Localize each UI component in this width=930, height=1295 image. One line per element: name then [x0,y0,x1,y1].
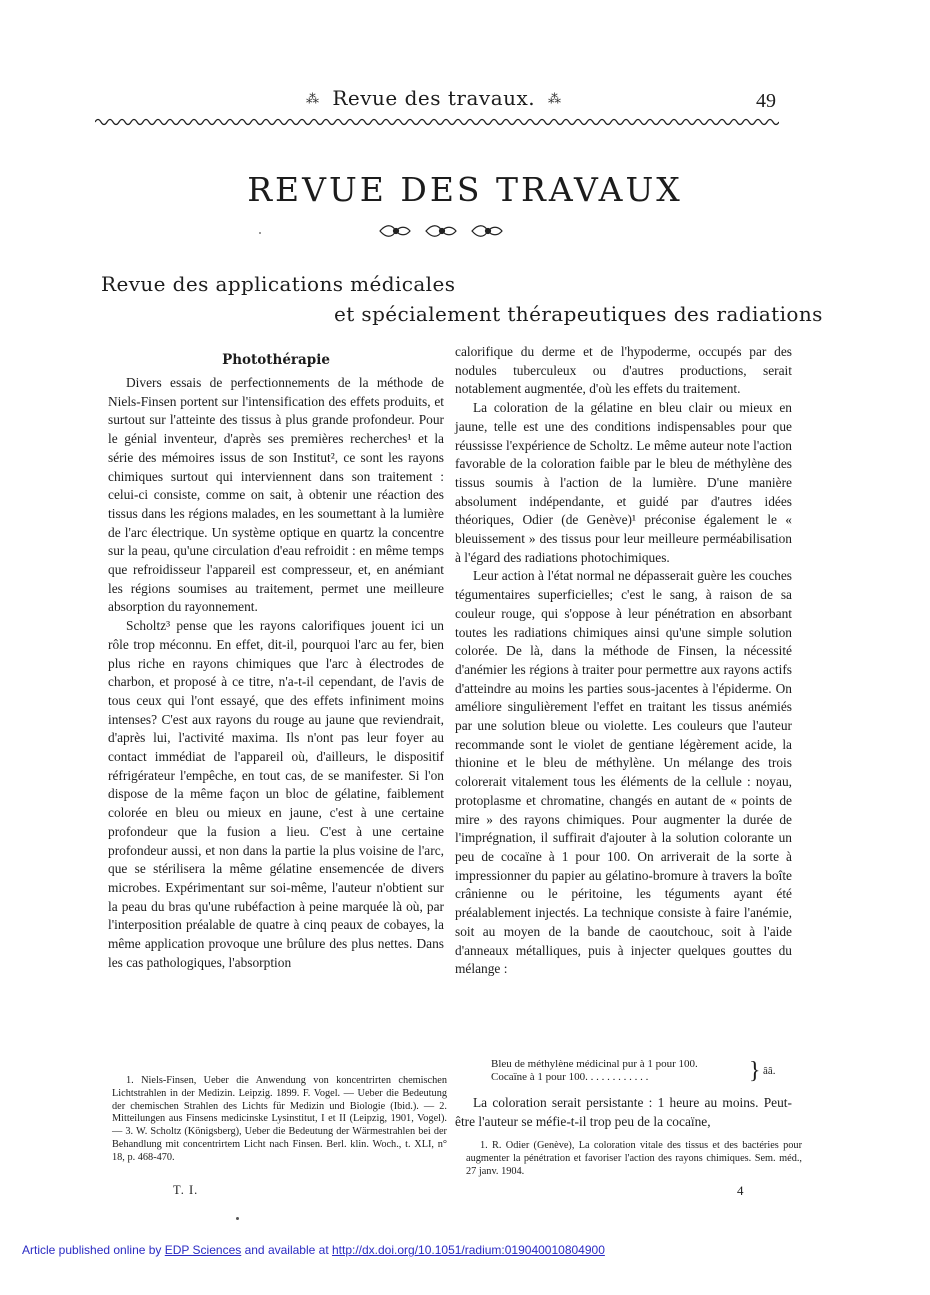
running-title: Revue des travaux. [332,86,536,110]
section-heading: Photothérapie [222,352,330,368]
paragraph: calorifique du derme et de l'hypoderme, occupés par des nodules tuberculeux ou d'autres productions, serait notablement augmentée, d'où les effets du traitement. [455,344,792,397]
paragraph: Leur action à l'état normal ne dépasserait guère les couches tégumentaires superficielles; c'est le sang, à raison de sa couleur rouge, qui s'oppose à leur pénétration en absorbant toutes les radiations chimiques ainsi qu'une simple solution colorée. De là, dans la méthode de Finsen, la nécessité d'anémier les régions à traiter pour permettre aux rayons actifs d'atteindre au moins les parties sous-jacentes à l'épiderme. On améliore singulièrement l'effet en traitant les tissus anémiés par une solution bleue ou violette. Les couleurs que l'auteur recommande sont le violet de gentiane légèrement acide, la thionine et le bleu de méthylène. Un mélange des trois colorerait vitalement tous les éléments de la cellule : noyau, protoplasme et chromatine, changés en autant de « points de mire » des rayons chimiques. Pour augmenter la durée de l'imprégnation, il suffirait d'ajouter à la solution colorante un peu de cocaïne à 1 pour 100. On arriverait de la sorte à impressionner du papier au gélatino-bromure à travers la boîte crânienne ou le péritoine, les téguments ayant été préalablement injectés. La technique consiste à faire l'anémie, soit au moyen de la bande de caoutchouc, soit à l'aide d'anneaux métalliques, puis à injecter quelques gouttes du mélange : [455,568,792,977]
publisher-link[interactable]: EDP Sciences [164,1243,242,1257]
paragraph: La coloration de la gélatine en bleu clair ou mieux en jaune, telle est une des conditions indispensables pour que réussisse l'expérience de Scholtz. Le même auteur note l'action favorable de la coloration faible par le bleu de méthylène des tissus soumis à l'action de la lumière. D'une manière absolument indépendante, et guidé par d'autres idées théoriques, Odier (de Genève)¹ préconise également le « bleuissement » des tissus pour leur meilleure perméabilisation à l'égard des radiations photochimiques. [455,400,792,565]
running-head [300,86,568,110]
page-number: 49 [756,90,776,112]
page-title: REVUE DES TRAVAUX [247,170,683,209]
ornament-left-icon: ⁂ [306,92,320,107]
footer-middle: and available at [241,1243,332,1257]
subtitle-line-1: Revue des applications médicales [101,272,456,296]
brace-icon: } [749,1058,761,1084]
paragraph: Divers essais de perfectionnements de la méthode de Niels-Finsen portent sur l'intensification des effets produits, et surtout sur l'atteinte des tissus à plus grande profondeur. Pour le génial inventeur, d'après ses premières recherches¹ et la série des mémoires issus de son Institut², ce sont les rayons chimiques surtout qui interviennent dans son traitement : celui-ci consiste, comme on sait, à obtenir une réaction des tissus dans les régions malades, en les soumettant à la lumière de l'arc électrique. Un système optique en quartz la concentre sur la peau, qu'une circulation d'eau refroidit : en même temps que refroidisseur l'appareil est compresseur, et, en anémiant les régions soumises au traitement, permet une meilleure absorption du rayonnement. [108,375,444,615]
footer-prefix: Article published online by [22,1243,165,1257]
wavy-rule [95,116,779,128]
footnotes-left: 1. Niels-Finsen, Ueber die Anwendung von koncentrirten chemischen Lichtstrahlen in der Medizin. Leipzig. 1899. F. Vogel. — Ueber die Bedeutung der chemischen Strahlen des Lichts für Medizin und Biologie (Ibid.). — 2. Mitteilungen aus Finsens medicinske Lysinstitut, I et II (Leipzig, 1901, Vogel). — 3. W. Scholtz (Königsberg), Ueber die Bedeutung der Wärmestrahlen bei der Behandlung mit concentrirtem Licht nach Finsen. Berl. klin. Woch., t. XLI, n° 18, p. 468-470. [112,1075,447,1163]
publisher-footer [22,1243,605,1257]
formula-line-1: Bleu de méthylène médicinal pur à 1 pour 100. [491,1058,698,1070]
ornament-right-icon: ⁂ [548,92,562,107]
paragraph: La coloration serait persistante : 1 heure au moins. Peut-être l'auteur se méfie-t-il trop peu de la cocaïne, [455,1095,792,1129]
formula-brace-label: ââ. [763,1065,776,1077]
left-column [108,374,444,973]
fleuron-ornaments-icon [378,220,504,242]
formula-line-2: Cocaïne à 1 pour 100. . . . . . . . . . . . [491,1071,649,1083]
doi-link[interactable]: http://dx.doi.org/10.1051/radium:019040010804900 [331,1243,605,1257]
stray-mark [259,232,261,234]
paragraph: Scholtz³ pense que les rayons calorifiques jouent ici un rôle trop méconnu. En effet, dit-il, pourquoi l'arc au fer, bien plus riche en rayons chimiques que l'arc à électrodes de charbon, et proposé à ce titre, n'a-t-il cependant, de l'avis de tous ceux qui l'ont essayé, que des effets infiniment moins intenses? C'est aux rayons du rouge au jaune que reviendrait, d'après lui, l'activité maxima. Ils n'ont pas leur foyer au contact immédiat de l'appareil où, d'ailleurs, le dispositif réfrigérateur l'empêche, en tout cas, de se manifester. Si l'on dispose de la même façon un bloc de gélatine, faiblement colorée en bleu ou mieux en jaune, c'est à une certaine profondeur que la fusion a lieu. C'est à une certaine profondeur aussi, et non dans la partie la plus voisine de l'arc, que se stérilisera la même gélatine ensemencée de divers microbes. Expérimentant sur soi-même, l'auteur n'obtient sur la peau du bras qu'une rubéfaction à peine marquée là où, par l'interposition préalable de quatre à cinq peaux de cobayes, la même application provoque une brûlure des plus nettes. Dans les cas pathologiques, l'absorption [108,618,444,970]
right-column [455,343,792,979]
footnote-right: 1. R. Odier (Genève), La coloration vitale des tissus et des bactéries pour augmenter la pénétration et favoriser l'action des rayons chimiques. Sem. méd., 27 janv. 1904. [466,1140,802,1177]
right-column-end [455,1094,792,1131]
prescription-formula [491,1058,781,1084]
signature-mark-right: 4 [737,1183,744,1198]
subtitle-line-2: et spécialement thérapeutiques des radiations [334,302,823,326]
stray-mark [236,1217,239,1220]
signature-mark-left: T. I. [173,1183,199,1197]
